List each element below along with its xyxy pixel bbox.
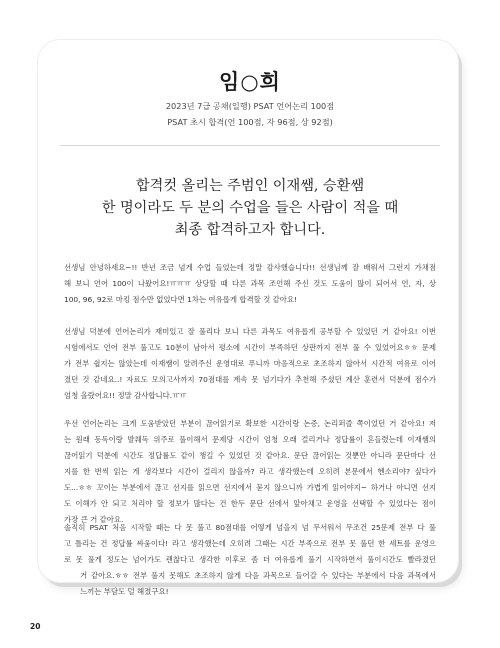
paragraph-1 <box>64 260 436 308</box>
paragraph-line: 선생님 안녕하세요~!! 반년 조금 넘게 수업 들었는데 정말 감사했습니다!! 선생님께 잘 배워서 그런지 가채점 <box>64 263 436 272</box>
paragraph-line: 가장 큰 거 같아요. <box>64 515 124 524</box>
paragraph-line: 끊어읽기 덕분에 시간도 정답률도 같이 챙길 수 있었던 것 같아요. 문단 끊어읽는 것뿐만 아니라 문단마다 선 <box>64 451 436 460</box>
paragraph-line: 고 틀리는 건 정답률 싸움이다! 라고 생각했는데 오히려 그때는 시간 부족으로 전부 못 풀던 한 세트를 운영으 <box>64 539 436 548</box>
paragraph-line: 도...ㅎㅎ 꼬이는 부분에서 끊고 선지를 읽으면 선지에서 묻지 않으니까 가볍게 읽어야지~ 하거나 아니면 선지 <box>64 483 436 492</box>
paragraph-3 <box>64 416 436 528</box>
paragraph-line: 시험에서도 언어 전부 풀고도 10분이 남아서 평소에 시간이 부족하던 상판까지 전부 풀 수 있었어요ㅎㅎ 문제 <box>64 343 436 352</box>
testimonial-score-line: 2023년 7급 공채(일행) PSAT 언어논리 100점 <box>165 101 335 111</box>
page-number: 20 <box>30 622 41 631</box>
paragraph-line: 느끼는 부담도 덜 해졌구요! <box>80 587 169 596</box>
testimonial-name: 임○희 <box>219 70 281 94</box>
divider <box>60 145 440 146</box>
headline-line: 최종 합격하고자 합니다. <box>174 222 326 238</box>
paragraph-line: 도 이해가 안 되고 처리야 할 정보가 많다는 건 한두 문단 선에서 앞아채고 운영을 선택할 수 있었다는 점이 <box>64 499 436 508</box>
paragraph-line: 선생님 덕분에 언어논리가 재미있고 잘 풀리다 보니 다른 과목도 여유롭게 공부할 수 있었던 거 같아요! 이번 <box>64 327 436 336</box>
paragraph-line: 로 못 풀게 정도는 넘어가도 괜찮다고 생각한 이후로 좀 더 여유롭게 풀기 시작하면서 풀이시간도 빨라졌던 <box>64 555 436 564</box>
paragraph-line: 해 보니 언어 100이 나왔어요!ㅠㅠㅠ 상당할 때 다른 과목 조언해 주신 것도 도움이 많이 되어서 언, 자, 상 <box>64 279 436 288</box>
paragraph-line: 졌던 것 같네요..! 자료도 모의고사까지 70점대를 계속 못 넘기다가 추천해 주셨던 계산 훈련서 덕분에 점수가 <box>64 375 436 384</box>
paragraph-line: 솔직히 PSAT 처음 시작할 때는 다 못 풀고 80점대를 어떻게 넘을지 넘 무서워서 무조건 25문제 전부 다 풀 <box>64 523 436 532</box>
headline-line: 한 명이라도 두 분의 수업을 들은 사람이 적을 때 <box>101 200 399 216</box>
paragraph-line: 100, 96, 92로 마킹 점수만 없었다면 1차는 여유롭게 합격할 것 같아요! <box>64 295 297 304</box>
paragraph-line: 지를 한 번씩 읽는 게 생각보다 시간이 걸리지 않을까? 라고 생각했는데 오히려 본문에서 헨소리야? 싶다가 <box>64 467 436 476</box>
headline-line: 합격컷 올리는 주범인 이재쌤, 승환쌤 <box>135 178 365 194</box>
paragraph-line: 가 전부 쉽지는 않았는데 이재쌤이 알려주신 운영대로 푸니까 마음적으로 초조하지 않아서 시간적 여유로 이어 <box>64 359 436 368</box>
headline-quote <box>60 175 440 241</box>
paragraph-2 <box>64 324 436 404</box>
paragraph-line: 는 원래 동독이랑 발췌독 위주로 풀이해서 문제당 시간이 엄청 오래 걸리거나 정답률이 흔들렸는데 이재쌤의 <box>64 435 436 444</box>
paragraph-line: 거 같아요.ㅎㅎ 전부 풀지 못해도 초조하지 않게 다음 과목으로 들어갈 수 있다는 부분에서 다음 과목에서 <box>80 571 436 580</box>
paragraph-line: 엄청 올랐어요!! 정말 감사합니다.ㅠㅠ <box>64 391 187 400</box>
paragraph-line: 우선 언어논리는 크게 도움받았던 부분이 끊어읽기로 확보한 시간이랑 논증, 논리퍼즐 쪽이었던 거 같아요! 저 <box>64 419 436 428</box>
paragraph-4 <box>64 520 436 600</box>
testimonial-result-line: PSAT 초시 합격(언 100점, 자 96점, 상 92점) <box>167 117 333 127</box>
